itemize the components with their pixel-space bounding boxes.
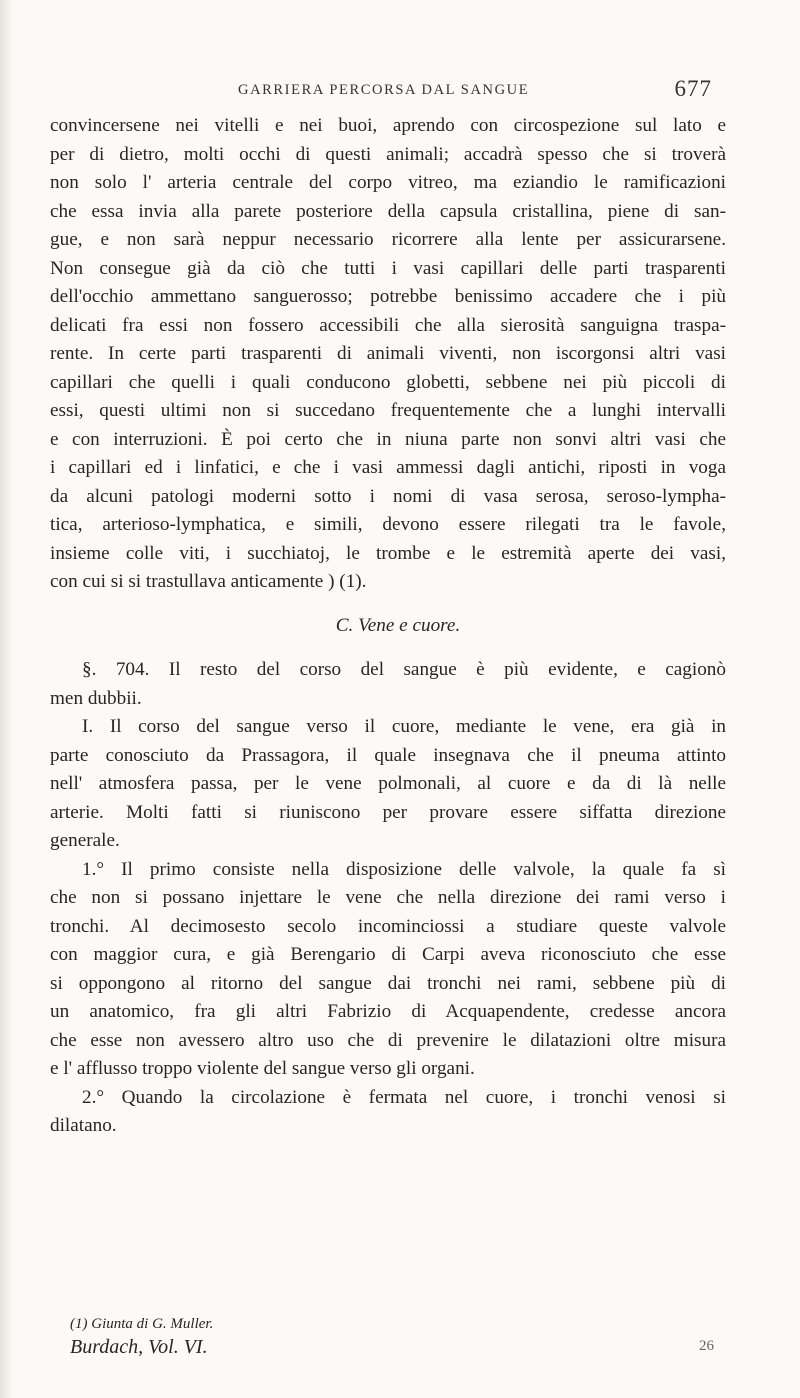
paragraph-4 (50, 856, 726, 1084)
text-line: §. 704. Il resto del corso del sangue è più evidente, e cagionò (82, 659, 726, 680)
text-line: rente. In certe parti trasparenti di animali viventi, non iscorgonsi altri vasi (50, 343, 726, 364)
text-line: tica, arterioso-lymphatica, e simili, devono essere rilegati tra le favole, (50, 514, 726, 535)
text-line: un anatomico, fra gli altri Fabrizio di Acquapendente, credesse ancora (50, 1001, 726, 1022)
text-line: si oppongono al ritorno del sangue dai tronchi nei rami, sebbene più di (50, 972, 726, 994)
spine-shadow (0, 0, 14, 1398)
body-text (50, 112, 726, 1141)
paragraph-3 (50, 713, 726, 856)
text-line: tronchi. Al decimosesto secolo incominciossi a studiare queste valvole (50, 915, 726, 937)
text-line: dilatano. (50, 1115, 117, 1136)
footnote: (1) Giunta di G. Muller. (70, 1316, 214, 1332)
text-line: arterie. Molti fatti si riuniscono per provare essere siffatta direzione (50, 801, 726, 823)
text-line: Non consegue già da ciò che tutti i vasi capillari delle parti trasparenti (50, 257, 726, 279)
section-heading: C. Vene e cuore. (335, 614, 461, 636)
text-line: da alcuni patologi moderni sotto i nomi di vasa serosa, seroso-lympha- (50, 485, 726, 507)
text-line: e l' afflusso troppo violente del sangue verso gli organi. (50, 1058, 475, 1079)
text-line: generale. (50, 830, 120, 851)
text-line: capillari che quelli i quali conducono globetti, sebbene nei più piccoli di (50, 371, 726, 393)
paragraph-2 (50, 656, 726, 713)
page-number: 677 (674, 76, 712, 101)
signature-text: Burdach, Vol. VI. (70, 1336, 208, 1358)
text-line: insieme colle viti, i succhiatoj, le trombe e le estremità aperte dei vasi, (50, 542, 726, 564)
running-head (238, 76, 716, 106)
text-line: e con interruzioni. È poi certo che in niuna parte non sonvi altri vasi che (50, 428, 726, 450)
text-line: I. Il corso del sangue verso il cuore, mediante le vene, era già in (82, 716, 726, 737)
text-line: 2.° Quando la circolazione è fermata nel cuore, i tronchi venosi si (82, 1086, 726, 1108)
text-line: per di dietro, molti occhi di questi animali; accadrà spesso che si troverà (50, 143, 726, 165)
signature-line (70, 1334, 720, 1362)
text-line: essi, questi ultimi non si succedano frequentemente che a lunghi intervalli (50, 400, 726, 421)
text-line: men dubbii. (50, 687, 142, 709)
text-line: dell'occhio ammettano sanguerosso; potrebbe benissimo accadere che i più (50, 286, 726, 307)
running-head-title: GARRIERA PERCORSA DAL SANGUE (238, 82, 530, 98)
text-line: nell' atmosfera passa, per le vene polmonali, al cuore e da di là nelle (50, 773, 726, 794)
paragraph-1 (50, 112, 726, 597)
text-line: i capillari ed i linfatici, e che i vasi ammessi dagli antichi, riposti in voga (50, 457, 726, 478)
text-line: parte conosciuto da Prassagora, il quale insegnava che il pneuma attinto (50, 744, 726, 766)
text-line: gue, e non sarà neppur necessario ricorrere alla lente per assicurarsene. (50, 229, 726, 250)
text-line: che esse non avessero altro uso che di prevenire le dilatazioni oltre misura (50, 1029, 726, 1051)
text-line: con cui si si trastullava anticamente ) (1). (50, 571, 367, 592)
text-line: convincersene nei vitelli e nei buoi, aprendo con circospezione sul lato e (50, 115, 726, 136)
text-line: 1.° Il primo consiste nella disposizione delle valvole, la quale fa sì (82, 858, 726, 880)
signature-mark: 26 (699, 1338, 714, 1354)
text-line: che non si possano injettare le vene che nella direzione dei rami verso i (50, 887, 726, 908)
text-line: non solo l' arteria centrale del corpo vitreo, ma eziandio le ramificazioni (50, 172, 726, 193)
paragraph-5 (50, 1084, 726, 1141)
text-line: delicati fra essi non fossero accessibili che alla sierosità sanguigna traspa- (50, 314, 726, 336)
text-line: con maggior cura, e già Berengario di Carpi aveva riconosciuto che esse (50, 944, 726, 965)
text-line: che essa invia alla parete posteriore della capsula cristallina, piene di san- (50, 200, 726, 222)
